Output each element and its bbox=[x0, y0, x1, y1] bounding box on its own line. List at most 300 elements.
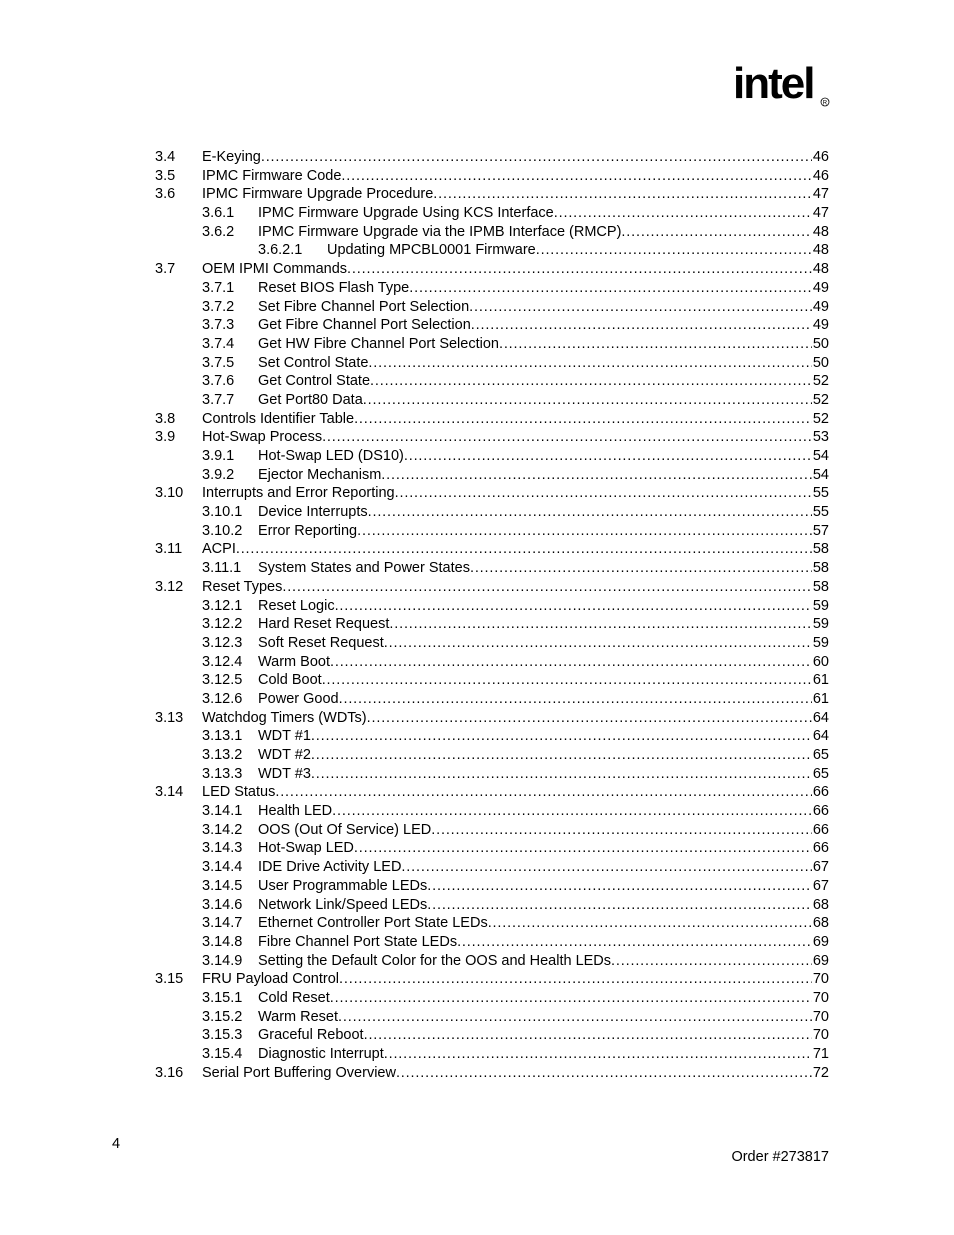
toc-entry-number: 3.14.6 bbox=[202, 896, 243, 913]
toc-dot-leader bbox=[536, 241, 812, 260]
toc-entry-line bbox=[258, 653, 829, 672]
toc-entry[interactable] bbox=[0, 709, 954, 728]
toc-dot-leader bbox=[431, 821, 812, 840]
intel-logo-text: intel bbox=[733, 59, 814, 108]
toc-entry-title: Health LED bbox=[258, 803, 333, 820]
toc-entry-line bbox=[327, 241, 829, 260]
toc-entry-line bbox=[258, 597, 829, 616]
toc-entry-number: 3.14.4 bbox=[202, 859, 243, 876]
toc-entry-title: Hot-Swap LED bbox=[258, 840, 354, 857]
toc-dot-leader bbox=[347, 260, 812, 279]
toc-entry[interactable] bbox=[0, 896, 954, 915]
toc-entry-title: Ejector Mechanism bbox=[258, 466, 382, 483]
toc-entry-title: ACPI bbox=[202, 541, 236, 558]
toc-entry-page: 59 bbox=[812, 616, 829, 633]
toc-dot-leader bbox=[357, 522, 812, 541]
toc-entry-number: 3.14.7 bbox=[202, 915, 243, 932]
toc-entry-number: 3.5 bbox=[155, 167, 176, 184]
toc-entry[interactable] bbox=[0, 914, 954, 933]
toc-entry-title: LED Status bbox=[202, 784, 276, 801]
toc-entry-line bbox=[258, 671, 829, 690]
toc-entry-line bbox=[258, 279, 829, 298]
toc-entry-number: 3.12.6 bbox=[202, 690, 243, 707]
toc-entry-number: 3.16 bbox=[155, 1064, 184, 1081]
toc-entry-page: 67 bbox=[812, 877, 829, 894]
toc-entry-line bbox=[258, 391, 829, 410]
toc-entry-page: 60 bbox=[812, 653, 829, 670]
toc-entry-line bbox=[202, 540, 829, 559]
intel-logo bbox=[733, 58, 833, 118]
toc-entry-page: 49 bbox=[812, 279, 829, 296]
toc-dot-leader bbox=[330, 989, 812, 1008]
toc-dot-leader bbox=[471, 316, 812, 335]
toc-entry-title: Hard Reset Request bbox=[258, 616, 390, 633]
toc-entry[interactable] bbox=[0, 1064, 954, 1083]
toc-entry-page: 66 bbox=[812, 784, 829, 801]
toc-entry-line bbox=[202, 970, 829, 989]
toc-entry-title: Ethernet Controller Port State LEDs bbox=[258, 915, 488, 932]
toc-dot-leader bbox=[368, 503, 812, 522]
toc-entry-line bbox=[258, 877, 829, 896]
toc-entry-title: Get Control State bbox=[258, 373, 371, 390]
toc-entry-line bbox=[258, 335, 829, 354]
toc-dot-leader bbox=[395, 484, 812, 503]
toc-entry-line bbox=[258, 466, 829, 485]
toc-entry-number: 3.9 bbox=[155, 429, 176, 446]
toc-dot-leader bbox=[236, 540, 812, 559]
toc-entry-page: 66 bbox=[812, 803, 829, 820]
toc-entry-line bbox=[258, 634, 829, 653]
toc-dot-leader bbox=[335, 597, 812, 616]
toc-entry-page: 70 bbox=[812, 971, 829, 988]
toc-entry-title: Power Good bbox=[258, 690, 339, 707]
toc-entry-number: 3.10.2 bbox=[202, 522, 243, 539]
toc-entry-line bbox=[202, 578, 829, 597]
toc-entry-number: 3.13.3 bbox=[202, 765, 243, 782]
toc-entry-number: 3.6.2 bbox=[202, 223, 235, 240]
toc-entry[interactable] bbox=[0, 952, 954, 971]
toc-entry-page: 61 bbox=[812, 672, 829, 689]
toc-entry[interactable] bbox=[0, 540, 954, 559]
toc-dot-leader bbox=[339, 970, 812, 989]
toc-dot-leader bbox=[341, 167, 811, 186]
toc-entry[interactable] bbox=[0, 1008, 954, 1027]
toc-entry-line bbox=[258, 727, 829, 746]
toc-entry-number: 3.15 bbox=[155, 971, 184, 988]
toc-entry-number: 3.7.3 bbox=[202, 317, 235, 334]
toc-entry-number: 3.4 bbox=[155, 149, 176, 165]
toc-entry-number: 3.9.1 bbox=[202, 448, 235, 464]
toc-entry[interactable] bbox=[0, 372, 954, 391]
toc-dot-leader bbox=[282, 578, 812, 597]
toc-entry-line bbox=[258, 858, 829, 877]
toc-entry-line bbox=[258, 298, 829, 317]
toc-entry-number: 3.12.2 bbox=[202, 616, 243, 633]
toc-entry-title: Get HW Fibre Channel Port Selection bbox=[258, 335, 499, 352]
toc-entry[interactable] bbox=[0, 447, 954, 466]
toc-entry-line bbox=[258, 372, 829, 391]
toc-entry[interactable] bbox=[0, 223, 954, 242]
toc-dot-leader bbox=[611, 952, 812, 971]
toc-dot-leader bbox=[367, 709, 812, 728]
toc-entry-page: 70 bbox=[812, 989, 829, 1006]
toc-entry-title: Warm Reset bbox=[258, 1008, 339, 1025]
toc-entry-title: FRU Payload Control bbox=[202, 971, 339, 988]
toc-entry-line bbox=[258, 802, 829, 821]
toc-entry-title: Soft Reset Request bbox=[258, 634, 384, 651]
toc-entry-line bbox=[258, 821, 829, 840]
toc-entry-line bbox=[258, 1045, 829, 1064]
toc-entry-title: WDT #2 bbox=[258, 747, 311, 763]
toc-entry-line bbox=[258, 1026, 829, 1045]
toc-entry-page: 70 bbox=[812, 1027, 829, 1044]
toc-entry-line bbox=[258, 522, 829, 541]
toc-entry-title: Error Reporting bbox=[258, 522, 358, 539]
toc-entry-page: 54 bbox=[812, 466, 829, 483]
toc-entry-line bbox=[258, 447, 829, 466]
toc-entry[interactable] bbox=[0, 989, 954, 1008]
toc-entry-line bbox=[258, 989, 829, 1008]
toc-entry[interactable] bbox=[0, 597, 954, 616]
toc-dot-leader bbox=[554, 204, 812, 223]
toc-entry-line bbox=[258, 933, 829, 952]
toc-entry-line bbox=[202, 410, 829, 429]
toc-entry-number: 3.15.1 bbox=[202, 989, 243, 1006]
toc-entry[interactable] bbox=[0, 279, 954, 298]
toc-entry[interactable] bbox=[0, 466, 954, 485]
toc-dot-leader bbox=[427, 877, 812, 896]
toc-entry-title: Set Fibre Channel Port Selection bbox=[258, 298, 470, 315]
toc-entry[interactable] bbox=[0, 241, 954, 260]
toc-entry-line bbox=[258, 503, 829, 522]
toc-entry-line bbox=[258, 316, 829, 335]
toc-entry-number: 3.15.3 bbox=[202, 1027, 243, 1044]
toc-entry-line bbox=[202, 167, 829, 186]
toc-entry-page: 68 bbox=[812, 915, 829, 932]
toc-entry-number: 3.7.1 bbox=[202, 279, 235, 296]
toc-entry-page: 67 bbox=[812, 859, 829, 876]
toc-entry-title: Graceful Reboot bbox=[258, 1027, 364, 1044]
toc-entry-number: 3.12 bbox=[155, 578, 184, 595]
toc-entry-page: 66 bbox=[812, 840, 829, 857]
toc-entry-page: 49 bbox=[812, 317, 829, 334]
toc-dot-leader bbox=[332, 802, 812, 821]
toc-dot-leader bbox=[311, 765, 812, 784]
toc-entry-line bbox=[202, 428, 829, 447]
toc-dot-leader bbox=[368, 354, 811, 373]
toc-entry-number: 3.14.9 bbox=[202, 952, 243, 969]
toc-entry[interactable] bbox=[0, 354, 954, 373]
toc-entry-line bbox=[258, 354, 829, 373]
toc-entry-title: Network Link/Speed LEDs bbox=[258, 896, 428, 913]
toc-entry[interactable] bbox=[0, 503, 954, 522]
toc-entry-title: Warm Boot bbox=[258, 653, 330, 670]
toc-entry-page: 50 bbox=[812, 335, 829, 352]
toc-entry-title: E-Keying bbox=[202, 149, 261, 165]
toc-entry-page: 46 bbox=[812, 149, 829, 165]
toc-entry-page: 71 bbox=[812, 1046, 829, 1062]
toc-entry-number: 3.6.2.1 bbox=[258, 242, 303, 259]
toc-entry-number: 3.10 bbox=[155, 485, 184, 502]
toc-dot-leader bbox=[427, 896, 812, 915]
toc-entry-title: Reset Types bbox=[202, 578, 283, 595]
toc-dot-leader bbox=[322, 428, 812, 447]
toc-entry-title: Device Interrupts bbox=[258, 504, 368, 521]
toc-entry-page: 53 bbox=[812, 429, 829, 446]
toc-dot-leader bbox=[363, 391, 812, 410]
toc-entry-title: Diagnostic Interrupt bbox=[258, 1046, 384, 1062]
toc-entry-page: 47 bbox=[812, 205, 829, 222]
toc-entry[interactable] bbox=[0, 877, 954, 896]
toc-entry-page: 58 bbox=[812, 560, 829, 577]
toc-entry[interactable] bbox=[0, 391, 954, 410]
toc-entry-page: 48 bbox=[812, 242, 829, 259]
toc-entry-page: 59 bbox=[812, 597, 829, 614]
toc-entry-number: 3.13 bbox=[155, 709, 184, 726]
toc-entry-page: 46 bbox=[812, 167, 829, 184]
toc-entry-number: 3.6.1 bbox=[202, 205, 235, 222]
toc-entry-line bbox=[258, 223, 829, 242]
toc-entry[interactable] bbox=[0, 634, 954, 653]
toc-entry-page: 54 bbox=[812, 448, 829, 464]
toc-entry[interactable] bbox=[0, 802, 954, 821]
toc-entry-page: 57 bbox=[812, 522, 829, 539]
toc-entry[interactable] bbox=[0, 783, 954, 802]
toc-entry-number: 3.11 bbox=[155, 541, 183, 558]
toc-entry-page: 50 bbox=[812, 354, 829, 371]
toc-dot-leader bbox=[469, 298, 812, 317]
toc-entry-page: 65 bbox=[812, 765, 829, 782]
toc-entry-title: Cold Reset bbox=[258, 989, 330, 1006]
toc-entry-line bbox=[202, 1064, 829, 1083]
toc-dot-leader bbox=[470, 559, 812, 578]
toc-dot-leader bbox=[404, 447, 812, 466]
toc-dot-leader bbox=[261, 148, 812, 167]
toc-entry-page: 49 bbox=[812, 298, 829, 315]
toc-entry-title: Hot-Swap LED (DS10) bbox=[258, 448, 404, 464]
toc-entry-line bbox=[258, 952, 829, 971]
toc-entry-number: 3.12.4 bbox=[202, 653, 243, 670]
toc-entry-number: 3.14.8 bbox=[202, 933, 243, 950]
toc-entry[interactable] bbox=[0, 821, 954, 840]
toc-entry-title: System States and Power States bbox=[258, 560, 470, 577]
toc-entry[interactable] bbox=[0, 428, 954, 447]
toc-entry-page: 52 bbox=[812, 410, 829, 427]
toc-dot-leader bbox=[311, 746, 812, 765]
page-number: 4 bbox=[112, 1136, 121, 1152]
toc-dot-leader bbox=[339, 690, 812, 709]
toc-entry-line bbox=[258, 615, 829, 634]
toc-dot-leader bbox=[457, 933, 812, 952]
toc-entry[interactable] bbox=[0, 727, 954, 746]
table-of-contents bbox=[0, 148, 954, 1082]
toc-entry-number: 3.7.6 bbox=[202, 373, 235, 390]
toc-entry-line bbox=[258, 746, 829, 765]
toc-entry[interactable] bbox=[0, 653, 954, 672]
toc-entry-line bbox=[202, 260, 829, 279]
toc-entry-page: 70 bbox=[812, 1008, 829, 1025]
toc-entry-page: 55 bbox=[812, 504, 829, 521]
toc-entry-number: 3.12.3 bbox=[202, 634, 243, 651]
toc-entry-page: 48 bbox=[812, 223, 829, 240]
toc-entry-title: Serial Port Buffering Overview bbox=[202, 1064, 396, 1081]
toc-entry-number: 3.12.5 bbox=[202, 672, 243, 689]
toc-entry-line bbox=[258, 1008, 829, 1027]
toc-dot-leader bbox=[338, 1008, 812, 1027]
toc-entry[interactable] bbox=[0, 970, 954, 989]
toc-entry[interactable] bbox=[0, 185, 954, 204]
toc-entry-number: 3.13.2 bbox=[202, 747, 243, 763]
toc-entry-line bbox=[258, 914, 829, 933]
toc-entry-title: OOS (Out Of Service) LED bbox=[258, 821, 432, 838]
toc-entry-number: 3.7 bbox=[155, 261, 176, 278]
toc-entry-page: 58 bbox=[812, 541, 829, 558]
toc-entry-number: 3.8 bbox=[155, 410, 176, 427]
toc-entry-line bbox=[202, 783, 829, 802]
toc-entry[interactable] bbox=[0, 148, 954, 167]
toc-entry-title: Interrupts and Error Reporting bbox=[202, 485, 395, 502]
toc-entry[interactable] bbox=[0, 260, 954, 279]
toc-entry[interactable] bbox=[0, 858, 954, 877]
toc-entry[interactable] bbox=[0, 316, 954, 335]
toc-entry[interactable] bbox=[0, 335, 954, 354]
toc-entry[interactable] bbox=[0, 484, 954, 503]
toc-entry[interactable] bbox=[0, 765, 954, 784]
toc-entry-page: 64 bbox=[812, 709, 829, 726]
toc-entry[interactable] bbox=[0, 410, 954, 429]
toc-dot-leader bbox=[330, 653, 812, 672]
toc-entry-number: 3.14.5 bbox=[202, 877, 243, 894]
toc-entry-line bbox=[202, 484, 829, 503]
toc-entry-number: 3.9.2 bbox=[202, 466, 235, 483]
toc-entry-line bbox=[258, 765, 829, 784]
toc-entry[interactable] bbox=[0, 204, 954, 223]
toc-entry-number: 3.14.3 bbox=[202, 840, 243, 857]
toc-entry[interactable] bbox=[0, 746, 954, 765]
toc-entry-number: 3.7.5 bbox=[202, 354, 235, 371]
toc-dot-leader bbox=[396, 1064, 812, 1083]
toc-entry-title: IDE Drive Activity LED bbox=[258, 859, 402, 876]
toc-entry-page: 61 bbox=[812, 690, 829, 707]
toc-entry[interactable] bbox=[0, 167, 954, 186]
toc-entry-line bbox=[258, 690, 829, 709]
toc-entry-title: OEM IPMI Commands bbox=[202, 261, 348, 278]
toc-entry-number: 3.7.7 bbox=[202, 391, 235, 408]
toc-entry-line bbox=[258, 204, 829, 223]
toc-dot-leader bbox=[354, 839, 812, 858]
toc-entry-line bbox=[258, 559, 829, 578]
toc-entry-title: Setting the Default Color for the OOS and Health LEDs bbox=[258, 952, 612, 969]
toc-entry-page: 64 bbox=[812, 728, 829, 745]
toc-entry-number: 3.14 bbox=[155, 784, 184, 801]
toc-entry-number: 3.14.2 bbox=[202, 821, 243, 838]
toc-entry[interactable] bbox=[0, 615, 954, 634]
toc-entry-page: 72 bbox=[812, 1064, 829, 1081]
toc-entry-page: 59 bbox=[812, 634, 829, 651]
toc-entry-title: IPMC Firmware Upgrade Procedure bbox=[202, 186, 434, 203]
toc-entry-title: WDT #3 bbox=[258, 765, 311, 782]
toc-dot-leader bbox=[621, 223, 811, 242]
toc-entry-line bbox=[258, 896, 829, 915]
toc-entry-page: 66 bbox=[812, 821, 829, 838]
toc-entry-number: 3.13.1 bbox=[202, 728, 243, 745]
toc-entry[interactable] bbox=[0, 1045, 954, 1064]
toc-entry[interactable] bbox=[0, 839, 954, 858]
toc-dot-leader bbox=[311, 727, 812, 746]
toc-entry[interactable] bbox=[0, 578, 954, 597]
registered-mark-text: R bbox=[822, 100, 828, 107]
toc-entry-number: 3.10.1 bbox=[202, 504, 243, 521]
toc-dot-leader bbox=[499, 335, 812, 354]
toc-entry[interactable] bbox=[0, 522, 954, 541]
toc-entry-title: Set Control State bbox=[258, 354, 369, 371]
order-number: Order #273817 bbox=[731, 1149, 829, 1165]
toc-dot-leader bbox=[433, 185, 812, 204]
toc-dot-leader bbox=[322, 671, 812, 690]
toc-entry[interactable] bbox=[0, 559, 954, 578]
toc-dot-leader bbox=[364, 1026, 812, 1045]
toc-entry-number: 3.7.2 bbox=[202, 298, 235, 315]
toc-entry-title: IPMC Firmware Upgrade Using KCS Interface bbox=[258, 205, 554, 222]
toc-entry-number: 3.14.1 bbox=[202, 803, 243, 820]
toc-entry-page: 68 bbox=[812, 896, 829, 913]
toc-entry-number: 3.11.1 bbox=[202, 560, 242, 577]
toc-entry-title: Fibre Channel Port State LEDs bbox=[258, 933, 458, 950]
toc-entry-page: 69 bbox=[812, 952, 829, 969]
toc-entry-title: WDT #1 bbox=[258, 728, 311, 745]
toc-dot-leader bbox=[275, 783, 812, 802]
toc-entry-title: IPMC Firmware Upgrade via the IPMB Interface (RMCP) bbox=[258, 223, 622, 240]
toc-entry[interactable] bbox=[0, 1026, 954, 1045]
toc-dot-leader bbox=[381, 466, 812, 485]
toc-entry-title: Controls Identifier Table bbox=[202, 410, 355, 427]
toc-entry-page: 58 bbox=[812, 578, 829, 595]
toc-entry-title: Reset Logic bbox=[258, 597, 335, 614]
toc-dot-leader bbox=[389, 615, 811, 634]
toc-entry-page: 48 bbox=[812, 261, 829, 278]
toc-entry-page: 47 bbox=[812, 186, 829, 203]
toc-entry-page: 55 bbox=[812, 485, 829, 502]
toc-entry[interactable] bbox=[0, 933, 954, 952]
toc-entry-page: 52 bbox=[812, 391, 829, 408]
toc-entry-title: IPMC Firmware Code bbox=[202, 167, 342, 184]
toc-entry-title: Updating MPCBL0001 Firmware bbox=[327, 242, 536, 259]
toc-entry-title: Get Fibre Channel Port Selection bbox=[258, 317, 471, 334]
toc-entry-line bbox=[258, 839, 829, 858]
toc-dot-leader bbox=[488, 914, 812, 933]
toc-entry[interactable] bbox=[0, 671, 954, 690]
toc-entry-page: 65 bbox=[812, 747, 829, 763]
toc-entry[interactable] bbox=[0, 690, 954, 709]
toc-entry[interactable] bbox=[0, 298, 954, 317]
toc-entry-title: Cold Boot bbox=[258, 672, 322, 689]
toc-entry-line bbox=[202, 148, 829, 167]
toc-entry-number: 3.7.4 bbox=[202, 335, 235, 352]
toc-entry-number: 3.12.1 bbox=[202, 597, 243, 614]
toc-entry-page: 52 bbox=[812, 373, 829, 390]
toc-entry-title: User Programmable LEDs bbox=[258, 877, 428, 894]
toc-dot-leader bbox=[370, 372, 812, 391]
toc-dot-leader bbox=[384, 634, 812, 653]
toc-dot-leader bbox=[354, 410, 812, 429]
toc-entry-title: Reset BIOS Flash Type bbox=[258, 279, 410, 296]
toc-entry-title: Hot-Swap Process bbox=[202, 429, 323, 446]
toc-entry-title: Watchdog Timers (WDTs) bbox=[202, 709, 367, 726]
toc-dot-leader bbox=[409, 279, 812, 298]
toc-entry-title: Get Port80 Data bbox=[258, 391, 363, 408]
toc-entry-number: 3.15.4 bbox=[202, 1046, 243, 1062]
toc-entry-number: 3.15.2 bbox=[202, 1008, 243, 1025]
